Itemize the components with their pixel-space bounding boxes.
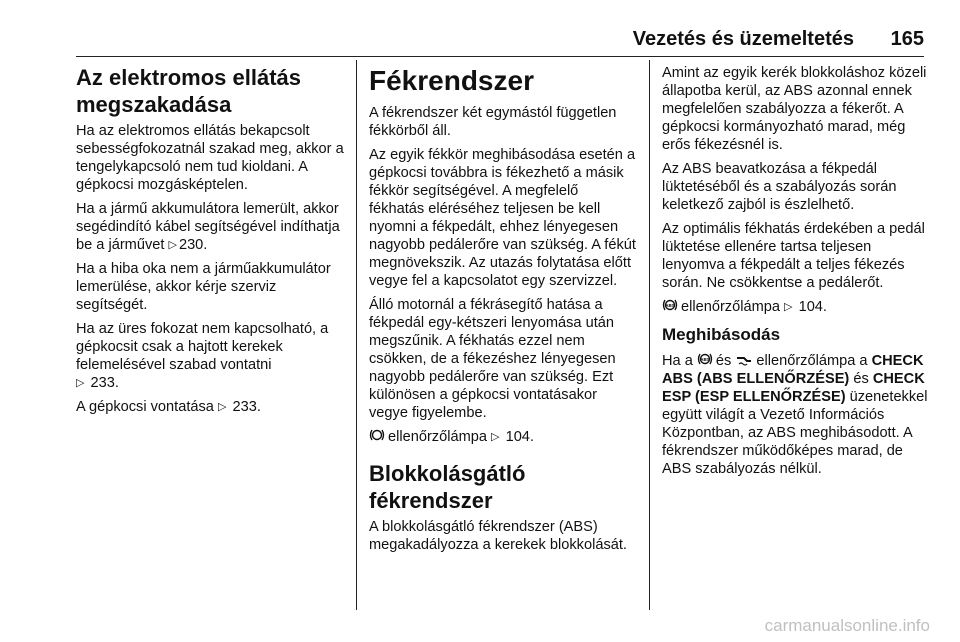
paragraph: A gépkocsi vontatása ▷ 233. bbox=[76, 399, 261, 415]
svg-text:ABS: ABS bbox=[665, 303, 675, 308]
column-divider bbox=[356, 60, 357, 610]
page-reference[interactable]: 233. bbox=[90, 375, 119, 391]
section-heading-malfunction: Meghibásodás bbox=[662, 325, 781, 344]
paragraph: Ha a ABS és ellenőrzőlámpa a CHECK ABS (ABS ELLENŐRZÉSE) és CHECK ESP (ESP ELLENŐRZÉSE) üzenetekkel együtt világít a Vezető Információs Központban, az ABS meghibásodott. A fékrendszer működőképes marad, de ABS szabályozás nélkül. bbox=[662, 353, 928, 477]
paragraph: Ha a hiba oka nem a járműakkumulátor lemerülése, akkor kérje szerviz segítségét. bbox=[76, 261, 331, 313]
paragraph: ABS ellenőrzőlámpa ▷ 104. bbox=[662, 298, 932, 316]
section-heading-brakes: Fékrendszer bbox=[369, 65, 534, 96]
paragraph: ellenőrzőlámpa ▷ 104. bbox=[369, 428, 637, 446]
page-reference-icon: ▷ bbox=[168, 239, 177, 251]
section-heading-power-interruption: Az elektromos ellátás megszakadása bbox=[76, 65, 301, 117]
paragraph: Ha az elektromos ellátás bekapcsolt sebességfokozatnál szakad meg, akkor a tengelykapcsoló nem tud kioldani. A gépkocsi mozgásképtelen. bbox=[76, 123, 344, 193]
abs-lamp-icon bbox=[697, 352, 713, 370]
abs-lamp-icon bbox=[662, 298, 678, 316]
brake-warning-lamp-icon bbox=[369, 428, 385, 446]
page-number: 165 bbox=[890, 28, 924, 50]
paragraph: Ha az üres fokozat nem kapcsolható, a gépkocsit csak a hajtott kerekek felemelésével szabad vontatni ▷ 233. bbox=[76, 321, 329, 391]
column-divider bbox=[649, 60, 650, 610]
message-check-abs: CHECK ABS (ABS ELLENŐRZÉSE) bbox=[662, 353, 924, 387]
paragraph: Amint az egyik kerék blokkoláshoz közeli állapotba kerül, az ABS azonnal ennek megfelelően szabályozza a fékerőt. A gépkocsi kormányozható marad, még erős fékezésnél is. bbox=[662, 65, 927, 153]
paragraph: A fékrendszer két egymástól független fékkörből áll. bbox=[369, 105, 617, 139]
page-reference-icon: ▷ bbox=[217, 401, 227, 413]
page-header bbox=[76, 22, 924, 57]
paragraph: Az optimális fékhatás érdekében a pedál lüktetése ellenére tartsa teljesen lenyomva a fékpedált a teljes fékezés során. Ne csökkentse a pedálerőt. bbox=[662, 221, 925, 291]
message-check-esp: CHECK ESP (ESP ELLENŐRZÉSE) bbox=[662, 371, 925, 405]
paragraph: Álló motornál a fékrásegítő hatása a fékpedál egy-kétszeri lenyomása után megszűnik. A fékhatás ezzel nem csökken, de a fékezéshez lényegesen nagyobb pedálerőre van szükség. Ezt különösen a gépkocsi vontatásakor vegye figyelembe. bbox=[369, 297, 616, 421]
column-3 bbox=[662, 64, 932, 484]
page-reference-icon: ▷ bbox=[784, 301, 793, 313]
watermark: carmanualsonline.info bbox=[764, 616, 930, 635]
column-1 bbox=[76, 64, 348, 422]
paragraph: Az ABS beavatkozása a fékpedál lüktetéséből és a szabályozás során keletkező zajból is észlelhető. bbox=[662, 161, 897, 213]
page-reference[interactable]: 233. bbox=[232, 399, 261, 415]
page-reference[interactable]: 230. bbox=[178, 237, 208, 253]
page-reference-icon: ▷ bbox=[491, 431, 500, 443]
section-heading-abs: Blokkolásgátló fékrendszer bbox=[369, 461, 526, 513]
paragraph: A blokkolásgátló fékrendszer (ABS) megakadályozza a kerekek blokkolását. bbox=[369, 519, 627, 553]
paragraph: Az egyik fékkör meghibásodása esetén a gépkocsi továbbra is fékezhető a másik fékkör segítségével. A megfelelő fékhatás eléréséhez teljesen be kell nyomni a fékpedált, ehhez lényegesen nagyobb pedálerőre van szükség. A fékút megnövekszik. Az utazás folytatása előtt vegye fel a kapcsolatot egy szervizzel. bbox=[369, 147, 636, 289]
paragraph: Ha a jármű akkumulátora lemerült, akkor segédindító kábel segítségével indíthatja be a járművet ▷ 230. bbox=[76, 201, 340, 253]
page-reference-icon: ▷ bbox=[76, 377, 85, 389]
page-reference[interactable]: 104. bbox=[798, 299, 827, 315]
esp-skid-icon bbox=[735, 352, 753, 370]
page-reference[interactable]: 104. bbox=[505, 429, 534, 445]
svg-text:ABS: ABS bbox=[700, 357, 710, 362]
column-2 bbox=[369, 64, 637, 560]
page-title: Vezetés és üzemeltetés bbox=[632, 28, 854, 50]
